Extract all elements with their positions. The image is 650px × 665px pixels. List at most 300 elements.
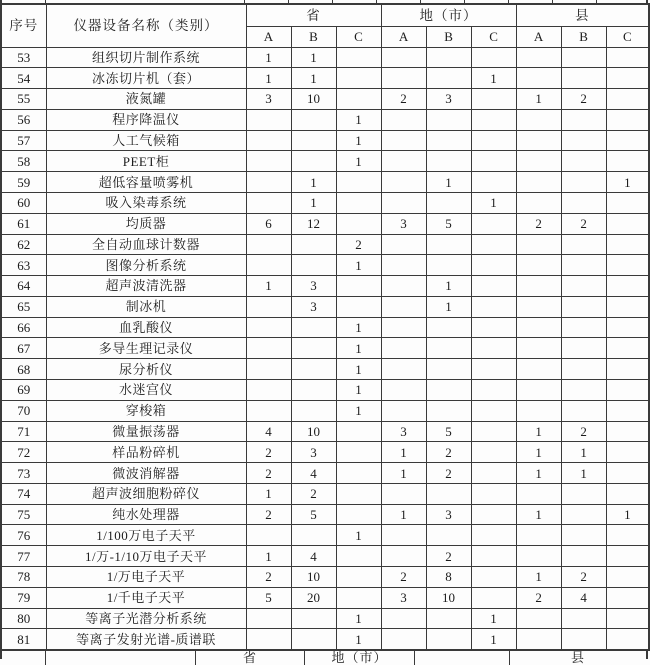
table-row	[1, 255, 649, 276]
count-cell	[336, 483, 381, 504]
count-cell	[606, 338, 649, 359]
count-cell	[561, 546, 606, 567]
count-cell: 1	[336, 608, 381, 629]
count-cell	[381, 400, 426, 421]
count-cell: 8	[426, 567, 471, 588]
table-row	[1, 587, 649, 608]
count-cell	[561, 109, 606, 130]
count-cell	[291, 629, 336, 650]
count-cell: 3	[291, 442, 336, 463]
count-cell	[561, 47, 606, 68]
count-cell	[516, 608, 561, 629]
count-cell	[471, 213, 516, 234]
count-cell	[426, 109, 471, 130]
count-cell	[246, 338, 291, 359]
equipment-name: 图像分析系统	[46, 255, 246, 276]
count-cell	[336, 172, 381, 193]
count-cell: 2	[426, 546, 471, 567]
count-cell	[426, 192, 471, 213]
count-cell: 1	[516, 421, 561, 442]
count-cell	[471, 587, 516, 608]
count-cell: 4	[291, 463, 336, 484]
count-cell	[426, 255, 471, 276]
equipment-name: 样品粉碎机	[46, 442, 246, 463]
count-cell	[561, 68, 606, 89]
count-cell	[471, 483, 516, 504]
count-cell	[381, 483, 426, 504]
equipment-name: 水迷宫仪	[46, 380, 246, 401]
count-cell	[336, 47, 381, 68]
table-row	[1, 89, 649, 110]
count-cell: 2	[561, 567, 606, 588]
count-cell	[471, 546, 516, 567]
count-cell	[606, 587, 649, 608]
count-cell: 1	[561, 463, 606, 484]
count-cell	[471, 276, 516, 297]
count-cell: 3	[381, 213, 426, 234]
row-number: 64	[1, 276, 46, 297]
count-cell	[516, 629, 561, 650]
table-row	[1, 68, 649, 89]
row-number: 74	[1, 483, 46, 504]
row-number: 56	[1, 109, 46, 130]
table-row	[1, 317, 649, 338]
count-cell: 10	[291, 567, 336, 588]
equipment-name: 穿梭箱	[46, 400, 246, 421]
table-row	[1, 234, 649, 255]
count-cell	[246, 255, 291, 276]
equipment-name: PEET柜	[46, 151, 246, 172]
count-cell	[336, 587, 381, 608]
count-cell: 3	[426, 89, 471, 110]
count-cell: 10	[426, 587, 471, 608]
count-cell	[246, 109, 291, 130]
count-cell	[381, 151, 426, 172]
count-cell: 1	[516, 567, 561, 588]
count-cell	[606, 296, 649, 317]
count-cell	[471, 504, 516, 525]
count-cell	[291, 317, 336, 338]
count-cell	[606, 380, 649, 401]
count-cell: 1	[561, 442, 606, 463]
table-row	[1, 151, 649, 172]
count-cell: 10	[291, 89, 336, 110]
count-cell: 1	[336, 338, 381, 359]
header-county-b: B	[561, 26, 606, 47]
count-cell	[561, 255, 606, 276]
count-cell: 1	[516, 89, 561, 110]
count-cell	[381, 255, 426, 276]
equipment-name: 组织切片制作系统	[46, 47, 246, 68]
row-number: 61	[1, 213, 46, 234]
row-number: 66	[1, 317, 46, 338]
header-group-prefecture: 地（市）	[381, 4, 516, 26]
count-cell	[336, 276, 381, 297]
row-number: 63	[1, 255, 46, 276]
table-row	[1, 483, 649, 504]
count-cell	[291, 338, 336, 359]
count-cell: 1	[246, 68, 291, 89]
count-cell: 5	[246, 587, 291, 608]
count-cell	[381, 629, 426, 650]
count-cell: 3	[291, 276, 336, 297]
count-cell	[246, 400, 291, 421]
count-cell	[561, 525, 606, 546]
equipment-name: 人工气候箱	[46, 130, 246, 151]
count-cell	[471, 442, 516, 463]
count-cell: 2	[516, 587, 561, 608]
equipment-name: 1/万-1/10万电子天平	[46, 546, 246, 567]
count-cell: 1	[471, 629, 516, 650]
count-cell	[606, 463, 649, 484]
table-row	[1, 172, 649, 193]
row-number: 76	[1, 525, 46, 546]
count-cell	[246, 380, 291, 401]
table-row	[1, 359, 649, 380]
table-row	[1, 442, 649, 463]
row-number: 58	[1, 151, 46, 172]
table-row	[1, 504, 649, 525]
count-cell: 4	[246, 421, 291, 442]
count-cell	[381, 317, 426, 338]
count-cell	[606, 234, 649, 255]
count-cell	[606, 130, 649, 151]
previous-row-sliver	[0, 0, 648, 3]
count-cell: 1	[336, 109, 381, 130]
row-number: 53	[1, 47, 46, 68]
count-cell	[606, 608, 649, 629]
count-cell	[426, 47, 471, 68]
count-cell	[516, 276, 561, 297]
count-cell	[336, 192, 381, 213]
count-cell	[471, 130, 516, 151]
count-cell: 4	[561, 587, 606, 608]
count-cell	[471, 359, 516, 380]
count-cell	[606, 213, 649, 234]
count-cell	[561, 276, 606, 297]
table-row	[1, 525, 649, 546]
count-cell	[426, 130, 471, 151]
count-cell: 2	[426, 442, 471, 463]
count-cell: 2	[381, 567, 426, 588]
count-cell	[336, 546, 381, 567]
count-cell: 1	[246, 47, 291, 68]
count-cell	[426, 234, 471, 255]
count-cell	[381, 276, 426, 297]
count-cell	[336, 442, 381, 463]
count-cell: 2	[246, 504, 291, 525]
table-row	[1, 276, 649, 297]
row-number: 81	[1, 629, 46, 650]
count-cell	[336, 68, 381, 89]
count-cell: 2	[246, 567, 291, 588]
count-cell	[336, 89, 381, 110]
count-cell	[381, 234, 426, 255]
count-cell	[381, 109, 426, 130]
count-cell: 1	[246, 276, 291, 297]
row-number: 69	[1, 380, 46, 401]
count-cell: 1	[336, 629, 381, 650]
equipment-name: 纯水处理器	[46, 504, 246, 525]
count-cell: 1	[336, 255, 381, 276]
equipment-name: 等离子光潜分析系统	[46, 608, 246, 629]
count-cell: 1	[471, 192, 516, 213]
count-cell	[426, 629, 471, 650]
count-cell	[606, 255, 649, 276]
count-cell: 2	[561, 421, 606, 442]
equipment-name: 多导生理记录仪	[46, 338, 246, 359]
header-prefecture-c: C	[471, 26, 516, 47]
count-cell	[516, 317, 561, 338]
count-cell	[246, 234, 291, 255]
count-cell	[381, 525, 426, 546]
row-number: 65	[1, 296, 46, 317]
count-cell	[606, 421, 649, 442]
count-cell	[516, 483, 561, 504]
count-cell	[291, 359, 336, 380]
count-cell	[561, 359, 606, 380]
count-cell	[426, 317, 471, 338]
count-cell	[426, 483, 471, 504]
count-cell: 20	[291, 587, 336, 608]
count-cell	[291, 400, 336, 421]
equipment-name: 1/千电子天平	[46, 587, 246, 608]
row-number: 80	[1, 608, 46, 629]
table-header	[1, 4, 649, 47]
next-header-sliver	[0, 649, 648, 665]
count-cell: 1	[471, 68, 516, 89]
count-cell	[291, 525, 336, 546]
count-cell: 1	[516, 463, 561, 484]
count-cell: 3	[246, 89, 291, 110]
count-cell	[516, 255, 561, 276]
count-cell	[516, 359, 561, 380]
count-cell	[381, 380, 426, 401]
count-cell	[561, 151, 606, 172]
count-cell	[426, 525, 471, 546]
table-row	[1, 546, 649, 567]
count-cell: 5	[426, 213, 471, 234]
table-row	[1, 47, 649, 68]
table-row	[1, 629, 649, 650]
next-header-prefecture: 地（市）	[305, 651, 415, 665]
count-cell	[516, 296, 561, 317]
count-cell: 10	[291, 421, 336, 442]
count-cell	[426, 608, 471, 629]
row-number: 57	[1, 130, 46, 151]
count-cell	[291, 608, 336, 629]
equipment-name: 超声波细胞粉碎仪	[46, 483, 246, 504]
equipment-table	[0, 3, 650, 651]
header-group-county: 县	[516, 4, 649, 26]
count-cell	[471, 421, 516, 442]
count-cell	[606, 276, 649, 297]
count-cell	[471, 567, 516, 588]
count-cell: 1	[336, 359, 381, 380]
count-cell	[471, 400, 516, 421]
row-number: 75	[1, 504, 46, 525]
count-cell	[606, 629, 649, 650]
count-cell	[471, 89, 516, 110]
equipment-name: 等离子发射光谱-质谱联	[46, 629, 246, 650]
count-cell	[336, 421, 381, 442]
equipment-name: 程序降温仪	[46, 109, 246, 130]
equipment-name: 超声波清洗器	[46, 276, 246, 297]
equipment-name: 1/万电子天平	[46, 567, 246, 588]
count-cell	[606, 400, 649, 421]
count-cell	[246, 525, 291, 546]
count-cell	[606, 359, 649, 380]
count-cell: 3	[381, 421, 426, 442]
count-cell	[246, 608, 291, 629]
count-cell	[471, 317, 516, 338]
count-cell	[336, 213, 381, 234]
count-cell	[561, 483, 606, 504]
header-seq: 序号	[1, 4, 46, 47]
count-cell	[561, 234, 606, 255]
count-cell	[516, 338, 561, 359]
count-cell: 1	[246, 546, 291, 567]
header-county-a: A	[516, 26, 561, 47]
table-row	[1, 421, 649, 442]
count-cell	[381, 47, 426, 68]
count-cell: 1	[426, 172, 471, 193]
row-number: 55	[1, 89, 46, 110]
equipment-name: 冰冻切片机（套）	[46, 68, 246, 89]
count-cell	[381, 296, 426, 317]
row-number: 70	[1, 400, 46, 421]
count-cell: 1	[291, 68, 336, 89]
table-row	[1, 130, 649, 151]
count-cell	[336, 463, 381, 484]
count-cell: 3	[381, 587, 426, 608]
table-row	[1, 380, 649, 401]
count-cell	[516, 109, 561, 130]
count-cell	[291, 109, 336, 130]
next-header-county: 县	[570, 649, 585, 665]
count-cell	[606, 109, 649, 130]
count-cell	[246, 130, 291, 151]
count-cell: 1	[381, 442, 426, 463]
count-cell	[561, 317, 606, 338]
row-number: 71	[1, 421, 46, 442]
row-number: 78	[1, 567, 46, 588]
count-cell	[426, 151, 471, 172]
count-cell	[246, 151, 291, 172]
count-cell	[291, 151, 336, 172]
equipment-name: 吸入染毒系统	[46, 192, 246, 213]
count-cell	[516, 234, 561, 255]
count-cell: 2	[426, 463, 471, 484]
count-cell	[516, 400, 561, 421]
header-province-a: A	[246, 26, 291, 47]
count-cell: 1	[336, 380, 381, 401]
count-cell	[471, 296, 516, 317]
header-prefecture-b: B	[426, 26, 471, 47]
count-cell	[471, 525, 516, 546]
count-cell	[471, 234, 516, 255]
count-cell	[606, 567, 649, 588]
count-cell	[246, 317, 291, 338]
table-row	[1, 400, 649, 421]
count-cell	[516, 546, 561, 567]
count-cell: 3	[426, 504, 471, 525]
count-cell	[471, 109, 516, 130]
count-cell	[291, 255, 336, 276]
count-cell	[336, 567, 381, 588]
count-cell	[336, 296, 381, 317]
table-row	[1, 213, 649, 234]
count-cell	[561, 629, 606, 650]
count-cell: 1	[291, 172, 336, 193]
equipment-name: 全自动血球计数器	[46, 234, 246, 255]
count-cell	[606, 151, 649, 172]
count-cell	[426, 68, 471, 89]
count-cell	[471, 151, 516, 172]
header-province-c: C	[336, 26, 381, 47]
count-cell	[606, 68, 649, 89]
count-cell: 5	[291, 504, 336, 525]
table-row	[1, 296, 649, 317]
count-cell	[381, 130, 426, 151]
count-cell	[471, 380, 516, 401]
count-cell: 2	[246, 442, 291, 463]
header-county-c: C	[606, 26, 649, 47]
header-province-b: B	[291, 26, 336, 47]
count-cell	[291, 380, 336, 401]
count-cell	[471, 255, 516, 276]
count-cell	[426, 338, 471, 359]
equipment-name: 血乳酸仪	[46, 317, 246, 338]
count-cell	[606, 483, 649, 504]
table-row	[1, 567, 649, 588]
equipment-name: 1/100万电子天平	[46, 525, 246, 546]
header-prefecture-a: A	[381, 26, 426, 47]
count-cell	[246, 296, 291, 317]
row-number: 62	[1, 234, 46, 255]
count-cell: 5	[426, 421, 471, 442]
count-cell	[471, 338, 516, 359]
count-cell: 12	[291, 213, 336, 234]
count-cell: 1	[426, 276, 471, 297]
count-cell	[561, 338, 606, 359]
count-cell: 2	[516, 213, 561, 234]
row-number: 68	[1, 359, 46, 380]
count-cell	[381, 172, 426, 193]
count-cell	[381, 68, 426, 89]
count-cell	[471, 463, 516, 484]
count-cell	[246, 172, 291, 193]
count-cell	[381, 359, 426, 380]
count-cell	[516, 130, 561, 151]
count-cell	[426, 359, 471, 380]
count-cell	[516, 151, 561, 172]
row-number: 79	[1, 587, 46, 608]
count-cell	[291, 234, 336, 255]
equipment-name: 制冰机	[46, 296, 246, 317]
count-cell	[561, 192, 606, 213]
count-cell: 6	[246, 213, 291, 234]
count-cell: 4	[291, 546, 336, 567]
count-cell	[246, 629, 291, 650]
count-cell: 1	[471, 608, 516, 629]
count-cell: 1	[336, 400, 381, 421]
row-number: 67	[1, 338, 46, 359]
count-cell	[516, 47, 561, 68]
count-cell: 1	[291, 47, 336, 68]
equipment-name: 均质器	[46, 213, 246, 234]
table-row	[1, 608, 649, 629]
